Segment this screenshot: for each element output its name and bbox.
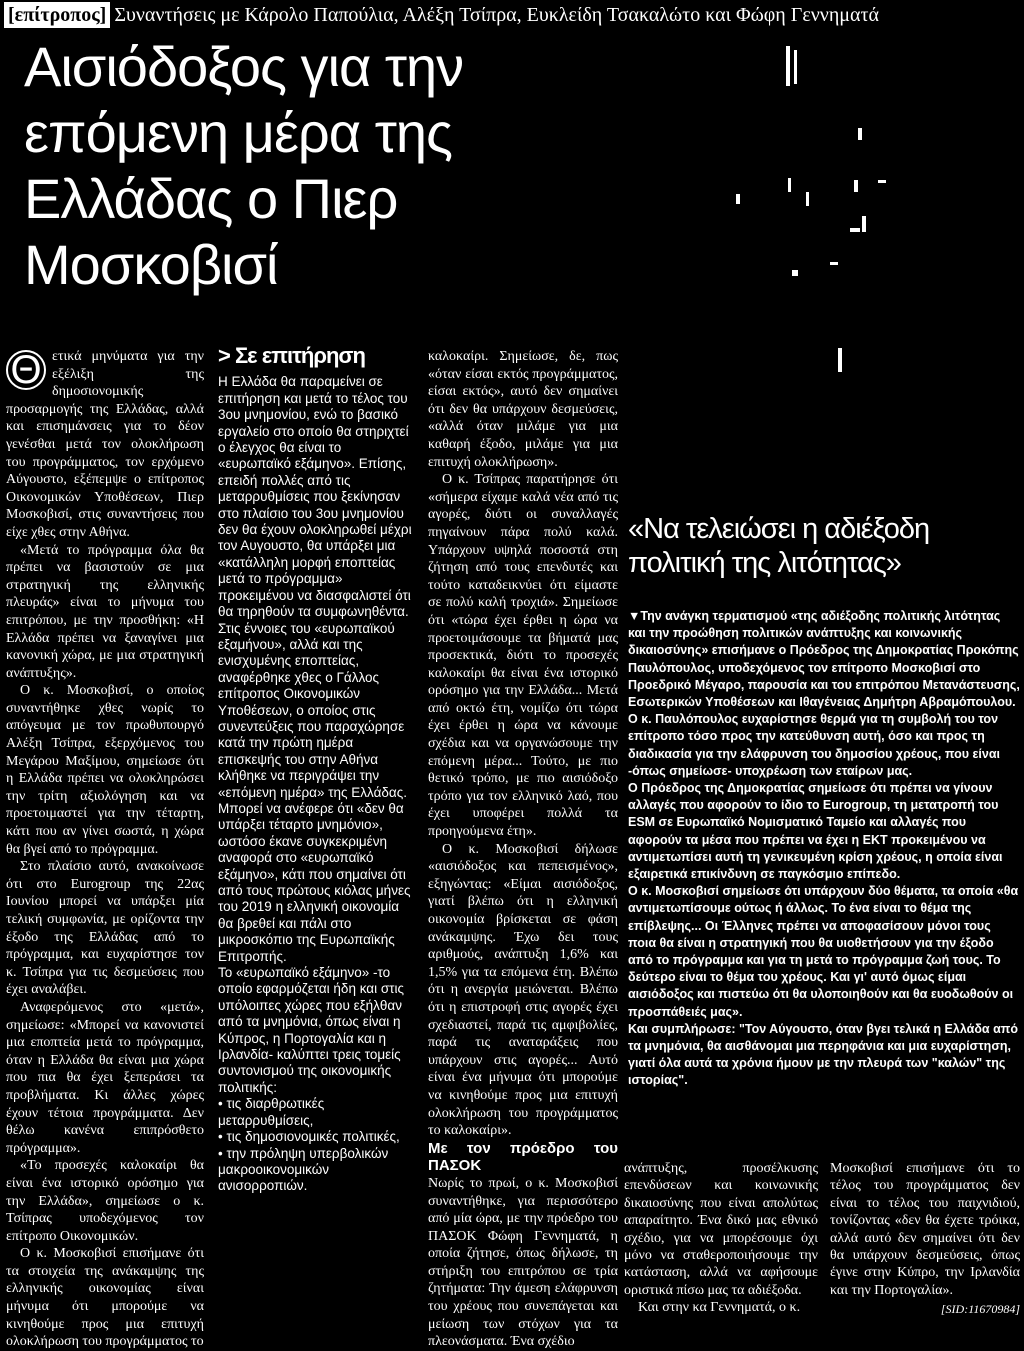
paragraph: Αναφερόμενος στο «μετά», σημείωσε: «Μπορεί να κανονιστεί μια εποπτεία μετά το πρόγραμμα, όταν η Ελλάδα θα είναι μια χώρα που πια θα έχει ξεπεράσει τα προβλήματα. Κι άλλες χώρες έχουν τέτοια προγράμματα. Δεν θέλω κανένα επιπρόσθετο πρόγραμμα».: [6, 999, 204, 1156]
paragraph: Το «ευρωπαϊκό εξάμηνο» -το οποίο εφαρμόζεται ήδη και στις υπόλοιπες χώρες που εξήλθαν από τα μνημόνια, όπως είναι η Κύπρος, η Πορτογαλία και η Ιρλανδία- καλύπτει τρεις τομείς συντονισμού της οικονομικής πολιτικής:: [218, 965, 405, 1095]
box-text: [628, 608, 1020, 1156]
paragraph: Ο κ. Μοσκοβισί δήλωσε «αισιόδοξος και πεπεισμένος», εξηγώντας: «Είμαι αισιόδοξος, γιατί βλέπω ότι η ελληνική οικονομία βρίσκεται σε φάση ανάκαμψης. Έχω δει τους αριθμούς, ανάπτυξη 1,6% και 1,5% για τα επόμενα έτη. Βλέπω ότι η ανεργία μειώνεται. Βλέπω ότι η επιστροφή στις αγορές έχει σχεδιαστεί, παρά τις αμφιβολίες, παρά τις αναταράξεις που υπάρχουν στις αγορές... Αυτό είναι ένα μήνυμα ότι μπορούμε να κινηθούμε προς μια επιτυχή ολοκλήρωση του προγράμματος το καλοκαίρι».: [428, 841, 618, 1139]
paragraph: Στις έννοιες του «ευρωπαϊκού εξαμήνου», αλλά και της ενισχυμένης εποπτείας, αναφέρθηκε χθες ο Γάλλος επίτροπος Οικονομικών Υποθέσεων, ο οποίος στις συνεντεύξεις που παραχώρησε κατά την πρώτη ημέρα επισκεψής του στην Αθήνα κλήθηκε να περιγράψει την «επόμενη ημέρα» της Ελλάδας. Μπορεί να ανέφερε ότι «δεν θα υπάρξει τέταρτο μνημόνιο», ωστόσο έκανε συγκεκριμένη αναφορά στο «ευρωπαϊκό εξάμηνο», κάτι που σημαίνει ότι από τους πρώτους κιόλας μήνες του 2019 η ελληνική οικονομία θα βρεθεί και πάλι στο μικροσκόπιο της Ευρωπαϊκής Επιτροπής.: [218, 620, 411, 964]
paragraph: Ο κ. Μοσκοβισί, ο οποίος συναντήθηκε χθες νωρίς το απόγευμα με τον πρωθυπουργό Αλέξη Τσίπρα, εξερχόμενος του Μεγάρου Μαξίμου, σημείωσε ότι η Ελλάδα πρέπει να ολοκληρώσει την τρίτη αξιολόγηση και να προετοιμαστεί για την τέταρτη, κάτι που αν γίνει σωστά, η χώρα θα βγεί από το πρόγραμμα.: [6, 683, 204, 857]
paragraph: Ο Πρόεδρος της Δημοκρατίας σημείωσε ότι πρέπει να γίνουν αλλαγές που αφορούν το ίδιο το Eurogroup, τη μετατροπή του ESM σε Ευρωπαϊκό Νομισματικό Ταμείο και αλλαγές που αφορούν τα μέσα που πρέπει να έχει η ΕΚΤ προκειμένου να αντιμετωπίσει αυτή τη γενικευμένη κρίση χρέους, η οποία είναι εξαιρετικά επικίνδυνη σε παγκόσμιο επίπεδο.: [628, 781, 1003, 882]
paragraph: Ο κ. Μοσκοβισί σημείωσε ότι υπάρχουν δύο θέματα, τα οποία «θα αντιμετωπίσουμε ούτως ή άλλως. Το ένα είναι το θέμα της επίβλεψης... Οι Έλληνες πρέπει να αποφασίσουν μόνοι τους ποια θα είναι η στρατηγική που θα υιοθετήσουν για την έξοδο από το πρόγραμμα και για τη μετά το πρόγραμμα ζωή τους. Το δεύτερο είναι το θέμα του χρέους. Και γι' αυτό όμως είμαι αισιόδοξος και πιστεύω ότι θα υλοποιηθούν και θα ευοδωθούν οι προσπάθειές μας».: [628, 884, 1019, 1019]
paragraph: Στο πλαίσιο αυτό, ανακοίνωσε ότι στο Eurogroup της 22ας Ιουνίου μπορεί να υπάρξει μία τελική συμφωνία, με ορίζοντα την έξοδο της Ελλάδας από το πρόγραμμα, και ευχαρίστησε τον κ. Τσίπρα για τις δεσμεύσεις που έχει αναλάβει.: [6, 859, 204, 998]
subtitle: Συναντήσεις με Κάρολο Παπούλια, Αλέξη Τσίπρα, Ευκλείδη Τσακαλώτο και Φώφη Γεννηματά: [114, 4, 879, 26]
sidebar-heading: > Σε επιτήρηση: [218, 343, 365, 368]
sidebar-column: [218, 343, 418, 1314]
drop-cap: Θ: [6, 350, 46, 390]
paragraph: «Μετά το πρόγραμμα όλα θα πρέπει να βασιστούν σε μια στρατηγική της ελληνικής πλευράς» είναι το μήνυμα του επιτρόπου, με την προσθήκη: «Η Ελλάδα πρέπει να ξαναγίνει μια κανονική χώρα, με μια στρατηγική ανάπτυξης».: [6, 542, 204, 681]
bullet-item: • τις διαρθρωτικές μεταρρυθμίσεις,: [218, 1096, 325, 1128]
paragraph: Και συμπλήρωσε: "Τον Αύγουστο, όταν βγει τελικά η Ελλάδα από τα μνημόνια, θα αισθάνομαι μια περηφάνια και μια ευχαρίστηση, γιατί όλα αυτά τα χρόνια ήμουν με την πλευρά των "καλών" της ιστορίας".: [628, 1021, 1018, 1088]
paragraph: Θ ετικά μηνύματα για την εξέλιξη της δημοσιονομικής προσαρμογής της Ελλάδας, αλλά και επισημάνσεις για το δέον γενέσθαι μετά τον ολοκλήρωση του προγράμματος, τον ερχόμενο Αύγουστο, εξέπεμψε ο επίτροπος Οικονομικών Υποθέσεων, Πιερ Μοσκοβισί, στις συναντήσεις που είχε χθες στην Αθήνα.: [6, 348, 204, 540]
bullet-item: • τις δημοσιονομικές πολιτικές,: [218, 1129, 400, 1145]
article-column-4: [624, 1160, 818, 1314]
headline: Αισιόδοξος για την επόμενη μέρα της Ελλάδας ο Πιερ Μοσκοβισί: [24, 35, 464, 296]
paragraph: ανάπτυξης, προσέλκυσης επενδύσεων και κοινωνικής δικαιοσύνης που είναι απολύτως απαραίτητο. Ένα δικό μας εθνικό σχέδιο, για να μπορέσουμε όχι μόνο να σταθεροποιήσουμε την κατάσταση, αλλά να αφήσουμε οριστικά πίσω μας τα αδιέξοδα.: [624, 1161, 818, 1298]
source-id: [SID:11670984]: [940, 1302, 1020, 1317]
paragraph: Η Ελλάδα θα παραμείνει σε επιτήρηση και μετά το τέλος του 3ου μνημονίου, ενώ το βασικό εργαλείο στο οποίο θα στηριχτεί ο έλεγχος θα είναι το «ευρωπαϊκό εξάμηνο». Επίσης, επειδή πολλές από τις μεταρρυθμίσεις που ξεκίνησαν στο πλαίσιο του 3ου μνημονίου δεν θα έχουν ολοκληρωθεί μέχρι τον Αυγουστο, θα υπάρξει μια «κατάλληλη μορφή εποπτείας μετά το πρόγραμμα» προκειμένου να διασφαλιστεί ότι θα τηρηθούν τα συμφωνηθέντα.: [218, 374, 412, 620]
paragraph: Ο κ. Παυλόπουλος ευχαρίστησε θερμά για τη συμβολή του τον επίτροπο τόσο προς την κατεύθυνση αυτή, όσο και προς τη διαδικασία για την ελάφρυνση του δημοσίου χρέους, που είναι -όπως σημείωσε- υποχρέωση των εταίρων μας.: [628, 712, 1000, 778]
paragraph: καλοκαίρι. Σημείωσε, δε, πως «όταν είσαι εκτός προγράμματος, είσαι εκτός», αυτό δεν σημαίνει ότι δεν θα υπάρχουν δεσμεύσεις, «αλλά όταν μιλάμε για μια καθαρή έξοδο, μιλάμε για μια επιτυχή ολοκλήρωση».: [428, 349, 618, 470]
subheading: Με τον πρόεδρο του ΠΑΣΟΚ: [428, 1139, 618, 1175]
bullet-item: • την πρόληψη υπερβολικών μακροοικονομικών ανισορροπιών.: [218, 1145, 389, 1194]
paragraph: Ο κ. Τσίπρας παρατήρησε ότι «σήμερα είχαμε καλά νέα από τις αγορές, διότι οι συναλλαγές πηγαίνουν πάρα πολύ καλά. Υπάρχουν υψηλά ποσοστά στη ζήτηση από τους επενδυτές και τούτο καταδεικνύει ότι είμαστε σε πολύ καλή τροχιά». Σημείωσε ότι «τώρα έχει έρθει η ώρα να προετοιμάσουμε τα βήματά μας προσεκτικά, διότι το προσεχές καλοκαίρι θα είναι ένα ιστορικό ορόσημο για την Ελλάδα... Μετά από οκτώ έτη, νομίζω ότι τώρα έχει έρθει η ώρα να κάνουμε σχέδια και να οργανώσουμε την επόμενη μέρα... Τούτο, με πιο θετικό τρόπο, με πιο αισιόδοξο τρόπο για τον ελληνικό λαό, που έχει υποφέρει πολλά τα προηγούμενα έτη».: [428, 472, 618, 840]
header-line: [4, 2, 1020, 28]
paragraph: Μοσκοβισί επισήμανε ότι το τέλος του προγράμματος δεν είναι το τέλος του παιχνιδιού, τονίζοντας «δεν θα έχετε τρόικα, αλλά αυτό δεν σημαίνει ότι δεν θα υπάρχουν δεσμεύσεις, όπως έγινε στην Κύπρο, την Ιρλανδία και την Πορτογαλία».: [830, 1161, 1020, 1298]
pull-quote: «Να τελειώσει η αδιέξοδη πολιτική της λιτότητας»: [628, 513, 930, 579]
paragraph: Νωρίς το πρωί, ο κ. Μοσκοβισί συναντήθηκε, για περισσότερο από μία ώρα, με την πρόεδρο του ΠΑΣΟΚ Φώφη Γεννηματά, η οποία ζήτησε, όπως δήλωσε, τη στήριξη του επιτρόπου σε τρία ζητήματα: Την άμεση ελάφρυνση του χρέους που συνεπάγεται και μείωση των στόχων για τα πλεονάσματα. Ένα σχέδιο: [428, 1175, 618, 1350]
section-kicker: [επίτροπος]: [4, 2, 110, 28]
article-column-3: [428, 348, 618, 1350]
paragraph: Και στην κα Γεννηματά, ο κ.: [638, 1300, 801, 1316]
paragraph: «Το προσεχές καλοκαίρι θα είναι ένα ιστορικό ορόσημο για την Ελλάδα», σημείωσε ο κ. Τσίπρας υποδεχόμενος τον επίτροπο Οικονομικών.: [6, 1158, 204, 1244]
photo: [640, 30, 1024, 500]
article-column-5: [830, 1160, 1020, 1317]
paragraph: Ο κ. Μοσκοβισί επισήμανε ότι τα στοιχεία της ανάκαμψης της ελληνικής οικονομίας είναι μήνυμα ότι μπορούμε να κινηθούμε προς μια επιτυχή ολοκλήρωση του προγράμματος το: [6, 1246, 204, 1350]
paragraph: ▼Την ανάγκη τερματισμού «της αδιέξοδης πολιτικής λιτότητας και την προώθηση πολιτικών ανάπτυξης και κοινωνικής δικαιοσύνης» επισήμανε ο Πρόεδρος της Δημοκρατίας Προκόπης Παυλόπουλος, υποδεχόμενος τον επίτροπο Μοσκοβισί στο Προεδρικό Μέγαρο, παρουσία και του επιτρόπου Μετανάστευσης, Εσωτερικών Υποθέσεων και Ιθαγένειας Δημήτρη Αβραμόπουλου.: [628, 609, 1020, 710]
article-column-1: [6, 348, 204, 1350]
